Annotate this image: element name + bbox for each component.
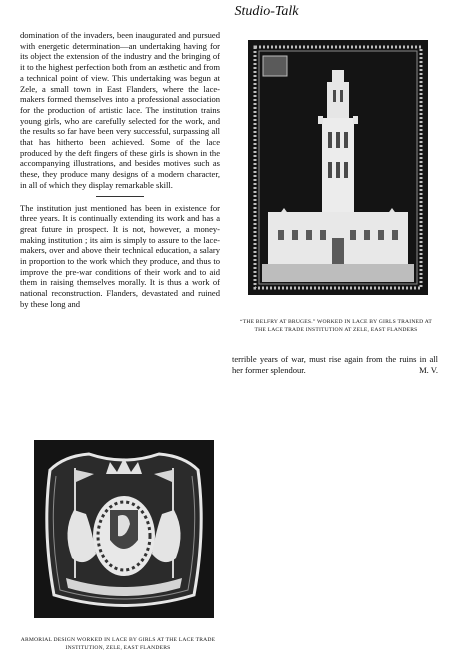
body-paragraph-1: domination of the invaders, been inaugurated and pursued with energetic determination—an undertaking having for its object the extension of the industry and the bringing of it to the highest perfection both from an æsthetic and from a technical point of view. This undertaking was begun at Zele, a small town in East Flanders, where the lace-makers formed themselves into a professional association for the production of artistic lace. The institution trains young girls, who are carefully selected for the work, and the results so far have been very successful, surpassing all that has hitherto been achieved. Some of the lace produced by the deft fingers of these girls is shown in the accompanying illustrations, and besides motives such as these, they produce many designs of a modern character, in all of which they display remarkable skill. (20, 30, 220, 190)
page-header-title: Studio-Talk (234, 4, 299, 19)
belfry-lace-drawing (248, 40, 428, 295)
body-paragraph-2: The institution just mentioned has been in existence for three years. It is continually extending its work and has a great future in prospect. It is not, however, a money-making institution ; its aim is simply to assure to the lace-makers, over and above their technical education, a salary in proportion to the work which they produce, and thus to improve the pre-war conditions of their work and to aid them in raising themselves morally. It is thus a work of national reconstruction. Flanders, devastated and ruined by these long and (20, 202, 220, 309)
armorial-caption: ARMORIAL DESIGN WORKED IN LACE BY GIRLS AT THE LACE TRADE INSTITUTION, ZELE, EAST FLANDERS (20, 637, 216, 651)
left-column (20, 30, 220, 310)
running-header (0, 4, 453, 20)
belfry-caption: “THE BELFRY AT BRUGES.” WORKED IN LACE BY GIRLS TRAINED AT THE LACE TRADE INSTITUTION AT ZELE, EAST FLANDERS (240, 319, 432, 333)
armorial-lace-drawing (34, 440, 214, 618)
section-divider (96, 196, 144, 197)
closing-paragraph: terrible years of war, must rise again from the ruins in all her former splendour. (232, 354, 438, 375)
right-column (232, 354, 438, 375)
armorial-lace-illustration (34, 440, 214, 618)
author-signature: M. V. (419, 364, 438, 375)
belfry-lace-illustration (248, 40, 428, 295)
